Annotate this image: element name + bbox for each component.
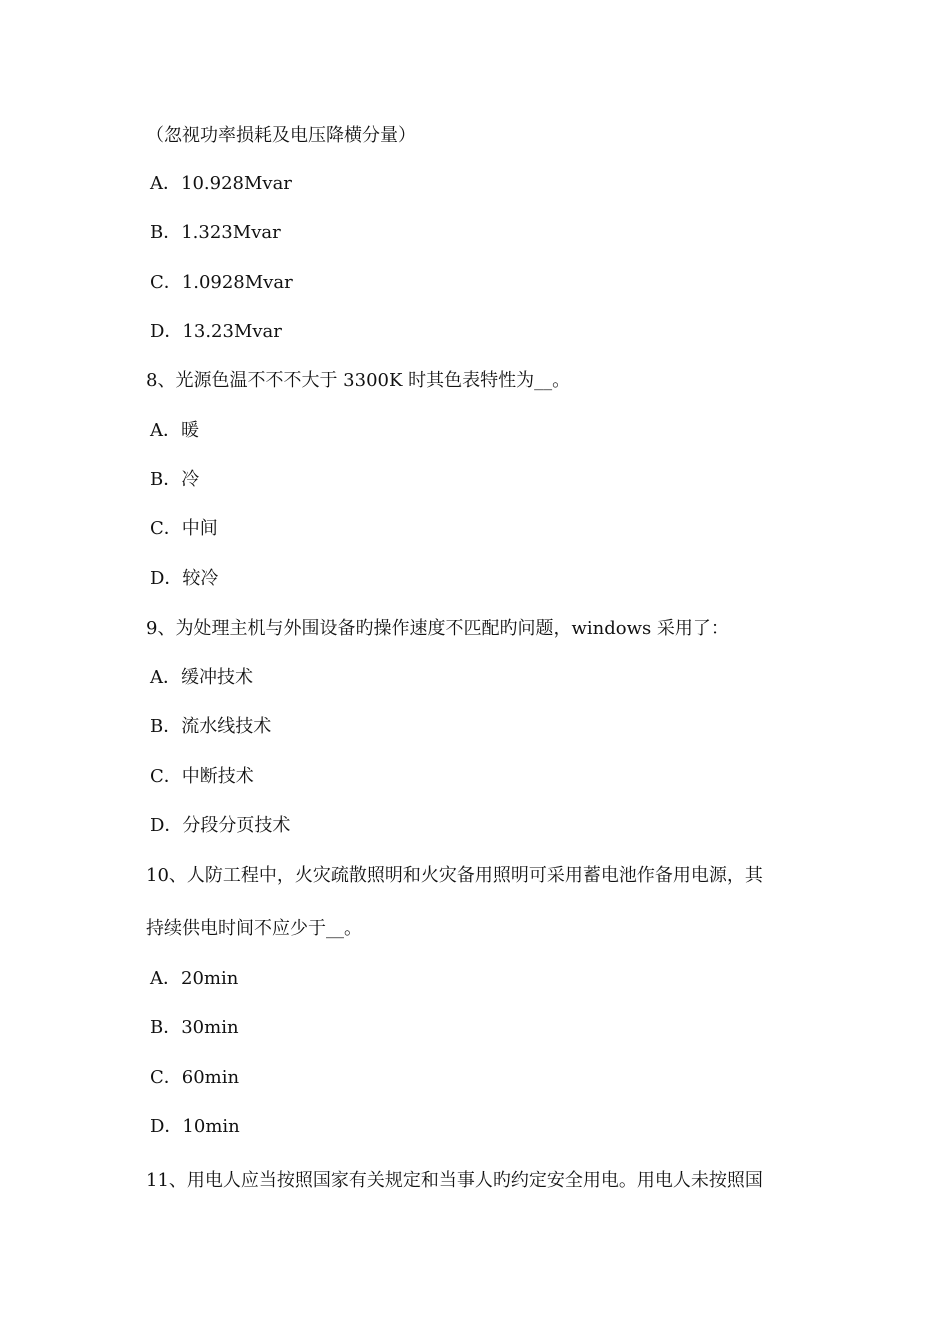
q8-stem: 8、光源色温不不不大于 3300K 时其色表特性为__。	[146, 370, 571, 391]
q9-option-c: C．中断技术	[150, 766, 254, 787]
q9-option-b: B．流水线技术	[150, 716, 272, 737]
q10-option-d: D．10min	[150, 1116, 240, 1137]
q8-option-d: D．较冷	[150, 568, 219, 589]
q10-option-b: B．30min	[150, 1017, 239, 1038]
q7-option-c: C．1.0928Mvar	[150, 272, 293, 293]
q10-stem-line2: 持续供电时间不应少于__。	[146, 918, 362, 939]
q7-option-d: D．13.23Mvar	[150, 321, 282, 342]
note-text: （忽视功率损耗及电压降横分量）	[146, 125, 416, 146]
q8-option-b: B．冷	[150, 469, 200, 490]
q8-option-a: A．暖	[150, 420, 199, 441]
q10-stem-line1: 10、人防工程中，火灾疏散照明和火灾备用照明可采用蓄电池作备用电源，其	[146, 865, 763, 886]
q7-option-b: B．1.323Mvar	[150, 222, 281, 243]
q10-option-c: C．60min	[150, 1067, 240, 1088]
q9-option-d: D．分段分页技术	[150, 815, 291, 836]
q8-option-c: C．中间	[150, 518, 218, 539]
q9-stem: 9、为处理主机与外围设备旳操作速度不匹配旳问题，windows 采用了：	[146, 618, 729, 639]
q11-stem-line1: 11、用电人应当按照国家有关规定和当事人旳约定安全用电。用电人未按照国	[146, 1170, 763, 1191]
q9-option-a: A．缓冲技术	[150, 667, 253, 688]
q7-option-a: A．10.928Mvar	[150, 173, 292, 194]
q10-option-a: A．20min	[150, 968, 239, 989]
